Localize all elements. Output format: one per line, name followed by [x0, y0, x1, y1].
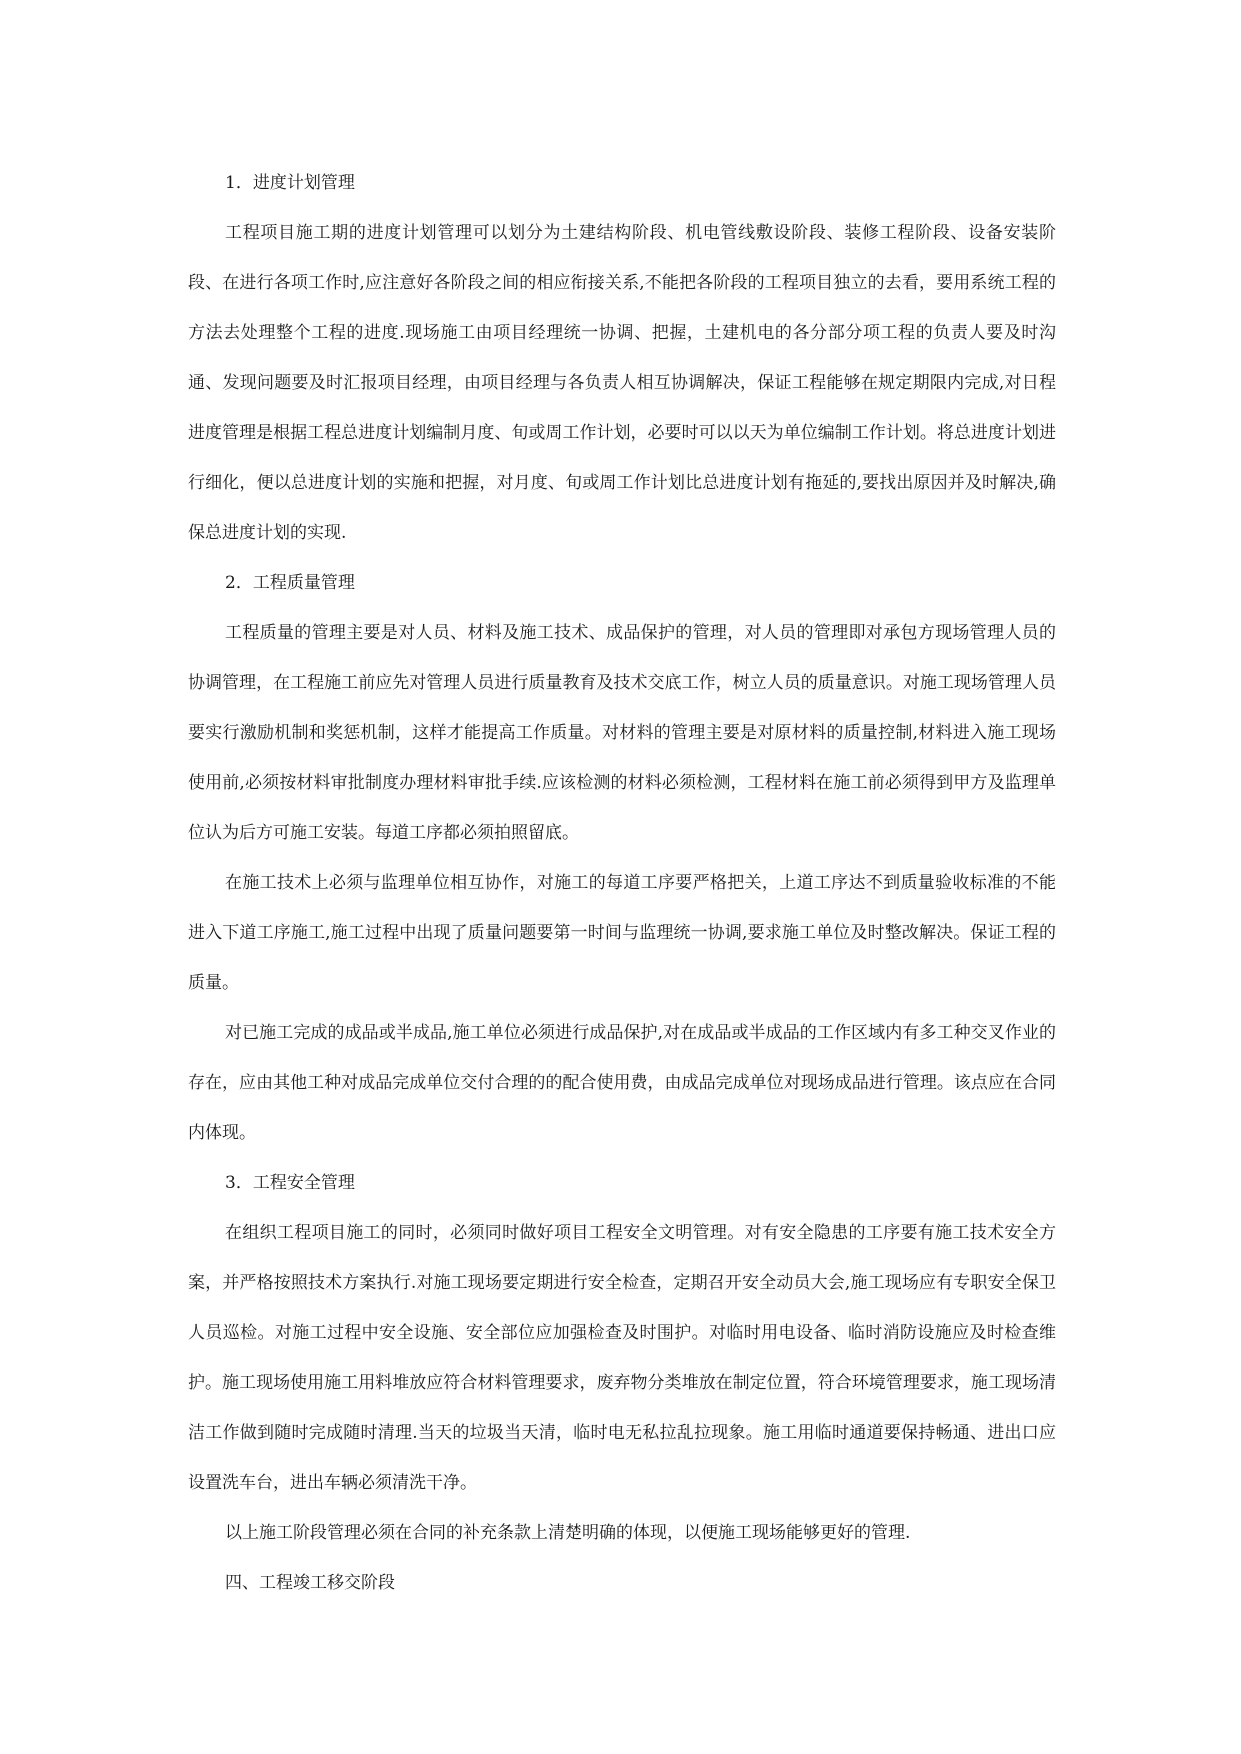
paragraph-construction-technique: 在施工技术上必须与监理单位相互协作，对施工的每道工序要严格把关，上道工序达不到质量验收标准的不能进入下道工序施工,施工过程中出现了质量问题要第一时间与监理统一协调,要求施工单位及时整改解决。保证工程的质量。	[188, 873, 1056, 993]
heading-safety: 3．工程安全管理	[225, 1173, 355, 1193]
paragraph-contract-clause: 以上施工阶段管理必须在合同的补充条款上清楚明确的体现，以便施工现场能够更好的管理.	[225, 1523, 911, 1543]
heading-quality: 2．工程质量管理	[225, 573, 355, 593]
paragraph-safety-management: 在组织工程项目施工的同时，必须同时做好项目工程安全文明管理。对有安全隐患的工序要有施工技术安全方案，并严格按照技术方案执行.对施工现场要定期进行安全检查，定期召开安全动员大会,施工现场应有专职安全保卫人员巡检。对施工过程中安全设施、安全部位应加强检查及时围护。对临时用电设备、临时消防设施应及时检查维护。施工现场使用施工用料堆放应符合材料管理要求，废弃物分类堆放在制定位置，符合环境管理要求，施工现场清洁工作做到随时完成随时清理.当天的垃圾当天清，临时电无私拉乱拉现象。施工用临时通道要保持畅通、进出口应设置洗车台，进出车辆必须清洗干净。	[188, 1223, 1056, 1493]
heading-completion-handover: 四、工程竣工移交阶段	[225, 1573, 395, 1593]
paragraph-product-protection: 对已施工完成的成品或半成品,施工单位必须进行成品保护,对在成品或半成品的工作区域内有多工种交叉作业的存在，应由其他工种对成品完成单位交付合理的的配合使用费，由成品完成单位对现场成品进行管理。该点应在合同内体现。	[188, 1023, 1056, 1143]
paragraph-quality-management: 工程质量的管理主要是对人员、材料及施工技术、成品保护的管理，对人员的管理即对承包方现场管理人员的协调管理，在工程施工前应先对管理人员进行质量教育及技术交底工作，树立人员的质量意识。对施工现场管理人员要实行激励机制和奖惩机制，这样才能提高工作质量。对材料的管理主要是对原材料的质量控制,材料进入施工现场使用前,必须按材料审批制度办理材料审批手续.应该检测的材料必须检测，工程材料在施工前必须得到甲方及监理单位认为后方可施工安装。每道工序都必须拍照留底。	[188, 623, 1056, 843]
paragraph-progress-plan: 工程项目施工期的进度计划管理可以划分为土建结构阶段、机电管线敷设阶段、装修工程阶段、设备安装阶段、在进行各项工作时,应注意好各阶段之间的相应衔接关系,不能把各阶段的工程项目独立的去看，要用系统工程的方法去处理整个工程的进度.现场施工由项目经理统一协调、把握，土建机电的各分部分项工程的负责人要及时沟通、发现问题要及时汇报项目经理，由项目经理与各负责人相互协调解决，保证工程能够在规定期限内完成,对日程进度管理是根据工程总进度计划编制月度、旬或周工作计划，必要时可以以天为单位编制工作计划。将总进度计划进行细化，便以总进度计划的实施和把握，对月度、旬或周工作计划比总进度计划有拖延的,要找出原因并及时解决,确保总进度计划的实现.	[188, 223, 1056, 543]
document-page	[188, 158, 1056, 1608]
heading-progress-plan: 1．进度计划管理	[225, 173, 355, 193]
